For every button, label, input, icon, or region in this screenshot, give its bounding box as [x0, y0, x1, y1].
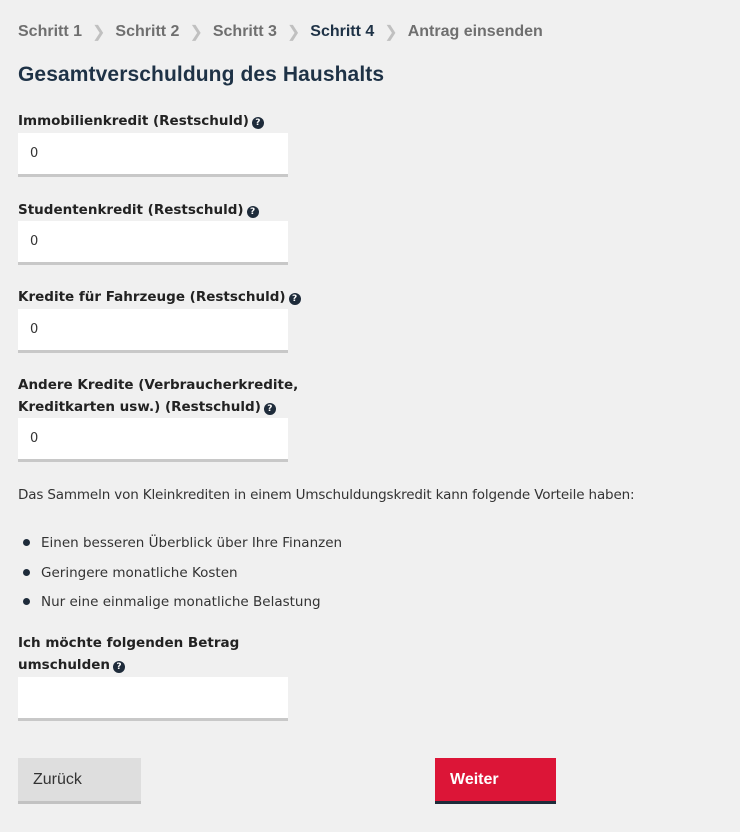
benefit-text: Einen besseren Überblick über Ihre Finanzen	[41, 535, 343, 551]
bullet-icon	[23, 598, 30, 605]
chevron-right-icon: ❯	[92, 24, 106, 41]
other-loans-label-line-1: Andere Kredite (Verbraucherkredite,	[18, 377, 299, 393]
list-item	[22, 563, 342, 593]
student-loan-field[interactable]	[18, 221, 288, 265]
vehicle-loan-label-text: Kredite für Fahrzeuge (Restschuld)	[18, 289, 286, 305]
help-icon[interactable]: ?	[113, 661, 125, 673]
mortgage-loan-field[interactable]	[18, 133, 288, 177]
student-loan-label	[18, 199, 259, 221]
help-icon[interactable]: ?	[264, 403, 276, 415]
other-loans-field[interactable]	[18, 418, 288, 462]
benefit-text: Nur eine einmalige monatliche Belastung	[41, 594, 321, 610]
help-icon[interactable]: ?	[247, 206, 259, 218]
page-title: Gesamtverschuldung des Haushalts	[18, 63, 385, 86]
refinance-amount-label-line-2: umschulden	[18, 657, 110, 673]
list-item	[22, 592, 342, 622]
vehicle-loan-label	[18, 286, 301, 308]
refinance-amount-label-line-1: Ich möchte folgenden Betrag	[18, 635, 240, 651]
other-loans-label-line-2: Kreditkarten usw.) (Restschuld)	[18, 399, 261, 415]
breadcrumb-step-2[interactable]: Schritt 2	[115, 23, 180, 40]
breadcrumb-submit-application: Antrag einsenden	[407, 23, 543, 40]
student-loan-label-text: Studentenkredit (Restschuld)	[18, 202, 244, 218]
mortgage-loan-input[interactable]	[18, 133, 288, 174]
breadcrumb-step-1[interactable]: Schritt 1	[18, 23, 83, 40]
vehicle-loan-input[interactable]	[18, 309, 288, 350]
benefits-list	[22, 533, 342, 622]
mortgage-loan-label-text: Immobilienkredit (Restschuld)	[18, 113, 249, 129]
back-button[interactable]: Zurück	[18, 758, 141, 804]
breadcrumb-step-3[interactable]: Schritt 3	[212, 23, 277, 40]
other-loans-input[interactable]	[18, 418, 288, 459]
breadcrumb	[18, 22, 543, 42]
consolidation-info-text: Das Sammeln von Kleinkrediten in einem Umschuldungskredit kann folgende Vorteile haben:	[18, 487, 635, 503]
mortgage-loan-label	[18, 110, 264, 132]
bullet-icon	[23, 539, 30, 546]
other-loans-label	[18, 374, 298, 418]
refinance-amount-label	[18, 632, 239, 676]
help-icon[interactable]: ?	[252, 117, 264, 129]
help-icon[interactable]: ?	[289, 293, 301, 305]
chevron-right-icon: ❯	[189, 24, 203, 41]
vehicle-loan-field[interactable]	[18, 309, 288, 353]
next-button[interactable]: Weiter	[435, 758, 556, 804]
refinance-amount-field[interactable]	[18, 677, 288, 721]
breadcrumb-step-4-current: Schritt 4	[310, 23, 375, 40]
chevron-right-icon: ❯	[384, 24, 398, 41]
refinance-amount-input[interactable]	[18, 677, 288, 718]
student-loan-input[interactable]	[18, 221, 288, 262]
benefit-text: Geringere monatliche Kosten	[41, 564, 238, 581]
list-item	[22, 533, 342, 563]
bullet-icon	[23, 569, 30, 576]
chevron-right-icon: ❯	[286, 24, 301, 41]
